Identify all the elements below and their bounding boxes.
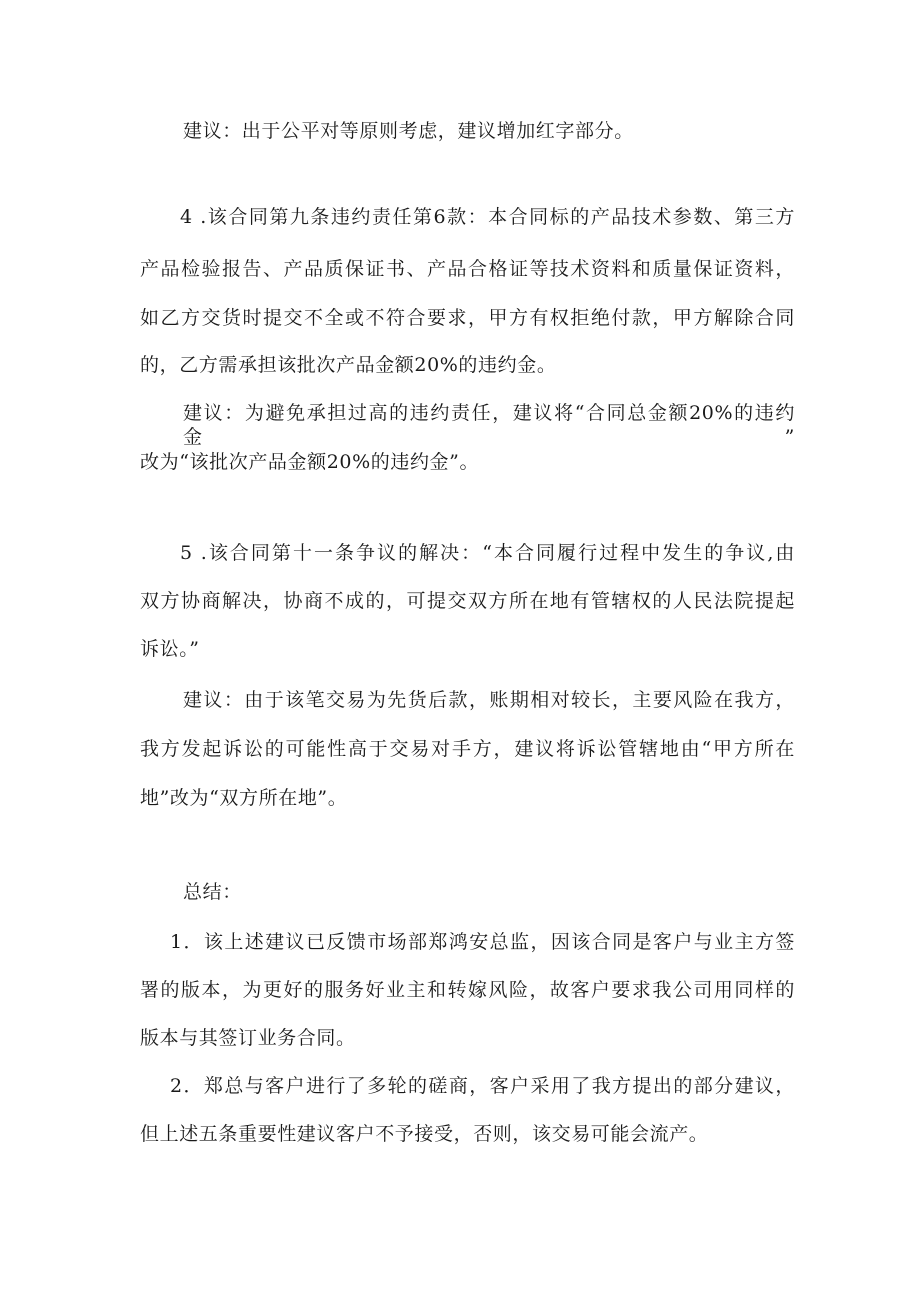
suggestion-5-line: 建议：由于该笔交易为先货后款，账期相对较长，主要风险在我方， [183, 689, 795, 711]
summary-2-line: 2．郑总与客户进行了多轮的磋商，客户采用了我方提出的部分建议， [170, 1075, 795, 1097]
clause-4-line: 如乙方交货时提交不全或不符合要求，甲方有权拒绝付款，甲方解除合同 [140, 307, 795, 329]
clause-4-line: 4 .该合同第九条违约责任第6款：本合同标的产品技术参数、第三方 [180, 206, 795, 228]
summary-1-line: 署的版本，为更好的服务好业主和转嫁风险，故客户要求我公司用同样的 [140, 979, 795, 1001]
clause-4-line: 产品检验报告、产品质保证书、产品合格证等技术资料和质量保证资料， [140, 258, 795, 280]
summary-1-line: 1．该上述建议已反馈市场部郑鸿安总监，因该合同是客户与业主方签 [170, 931, 795, 953]
suggestion-4-line: 改为“该批次产品金额20%的违约金”。 [140, 451, 480, 473]
clause-5-line: 5 .该合同第十一条争议的解决：“本合同履行过程中发生的争议,由 [180, 542, 795, 564]
summary-1-line: 版本与其签订业务合同。 [140, 1027, 356, 1049]
suggestion-3-text: 建议：出于公平对等原则考虑，建议增加红字部分。 [183, 120, 634, 142]
clause-5-line: 诉讼。” [140, 638, 200, 660]
suggestion-4-line: 建议：为避免承担过高的违约责任，建议将“合同总金额20%的违约金” [183, 402, 795, 448]
summary-2-line: 但上述五条重要性建议客户不予接受，否则，该交易可能会流产。 [140, 1123, 709, 1145]
clause-4-line: 的，乙方需承担该批次产品金额20%的违约金。 [140, 354, 557, 376]
summary-heading: 总结： [183, 881, 242, 903]
suggestion-5-line: 地”改为“双方所在地”。 [140, 787, 348, 809]
suggestion-5-line: 我方发起诉讼的可能性高于交易对手方，建议将诉讼管辖地由“甲方所在 [140, 738, 795, 760]
clause-5-line: 双方协商解决，协商不成的，可提交双方所在地有管辖权的人民法院提起 [140, 590, 795, 612]
